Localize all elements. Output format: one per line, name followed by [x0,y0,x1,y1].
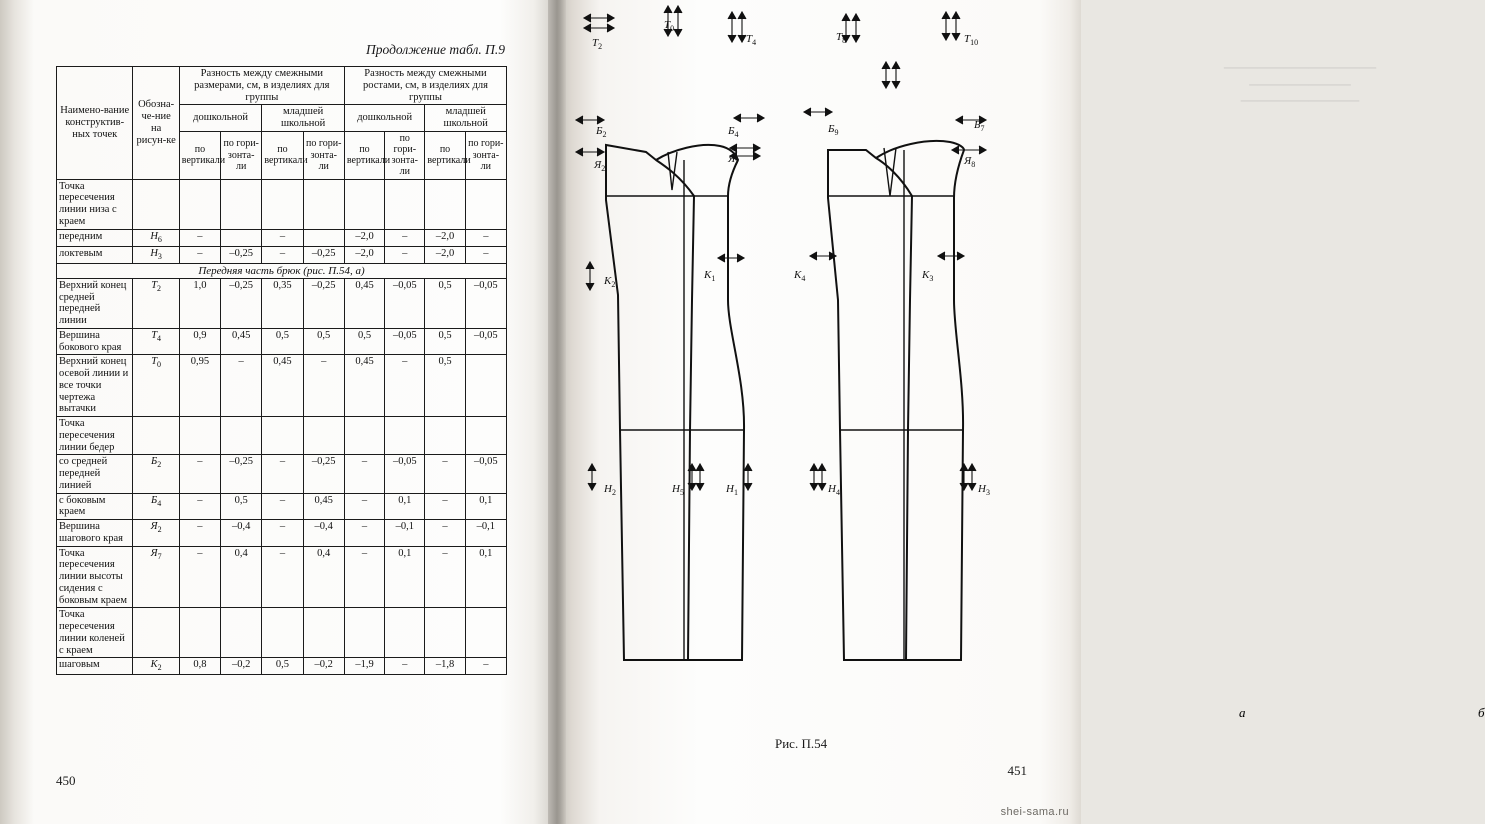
row-symbol: $К_2$ [133,658,179,675]
table-row [57,417,507,455]
row-value: – [344,546,384,608]
row-name: Точка пересечения линии коленей с краем [57,608,133,658]
row-value: – [262,546,303,608]
col-header-vertical-2: по вертикали [262,131,303,179]
row-value [344,417,384,455]
figure-caption: Рис. П.54 [775,736,828,751]
table-row [57,493,507,520]
row-value: – [465,246,506,263]
row-value: – [465,658,506,675]
row-value: –2,0 [344,229,384,246]
row-value: – [344,520,384,547]
page-number-left: 450 [56,773,76,788]
row-name: Верхний конец средней передней линии [57,278,133,328]
row-value [465,417,506,455]
row-value: – [179,455,220,493]
row-value: – [262,229,303,246]
col-header-vertical-3: по вертикали [344,131,384,179]
point-label-H3: $Н_3$ [978,483,990,497]
table-section-title-row [57,263,507,278]
row-value [425,417,465,455]
row-value: 1,0 [179,278,220,328]
row-value [425,608,465,658]
row-value [221,179,262,229]
row-value: –2,0 [425,246,465,263]
row-value [221,608,262,658]
col-header-preschool-2: дошкольной [344,105,425,132]
col-header-junior-2: младшей школьной [425,105,507,132]
row-symbol [133,179,179,229]
row-value [221,229,262,246]
row-name: шаговым [57,658,133,675]
row-name: со средней передней линией [57,455,133,493]
row-value: 0,4 [303,546,344,608]
row-value [179,179,220,229]
row-symbol: $Б_2$ [133,455,179,493]
row-value [303,608,344,658]
row-value: –2,0 [344,246,384,263]
row-value: –0,05 [385,328,425,355]
row-value [179,417,220,455]
row-value: –0,25 [303,246,344,263]
col-header-vertical-4: по вертикали [425,131,465,179]
point-label-Ya7: $Я_7$ [728,153,740,167]
row-value [303,229,344,246]
table-row [57,608,507,658]
point-label-B2: $Б_2$ [596,125,607,139]
row-value: – [221,355,262,417]
point-label-B7: $Б_7$ [974,119,985,133]
row-value [262,608,303,658]
table-row [57,229,507,246]
row-value: –0,25 [221,246,262,263]
row-value: – [344,455,384,493]
row-value: – [179,493,220,520]
row-value [385,417,425,455]
row-value: –0,05 [385,455,425,493]
row-value: –1,9 [344,658,384,675]
row-value: – [385,355,425,417]
point-label-Ya8: $Я_8$ [964,155,976,169]
row-value [344,179,384,229]
row-value: –0,25 [303,278,344,328]
row-value: – [262,493,303,520]
left-page [0,0,552,824]
row-name: Точка пересечения линии бедер [57,417,133,455]
row-value [303,179,344,229]
row-value: –0,05 [465,278,506,328]
row-value: – [465,229,506,246]
point-label-H2: $Н_2$ [604,483,616,497]
row-value [465,608,506,658]
point-label-K2: $К_2$ [604,275,616,289]
row-symbol: $Т_0$ [133,355,179,417]
table-row [57,546,507,608]
measurements-table-body [57,179,507,675]
row-value: 0,9 [179,328,220,355]
row-value: –0,25 [221,455,262,493]
point-label-B4: $Б_4$ [728,125,739,139]
row-value: 0,45 [262,355,303,417]
row-value: 0,5 [262,658,303,675]
table-row [57,278,507,328]
row-value: 0,45 [221,328,262,355]
row-symbol: $Б_4$ [133,493,179,520]
row-value: 0,5 [344,328,384,355]
row-value: – [425,493,465,520]
col-header-group-sizes: Разность между смежными размерами, см, в изделиях для группы [179,67,344,105]
row-value: – [262,246,303,263]
row-name: Вершина бокового края [57,328,133,355]
row-value: – [385,658,425,675]
row-value: – [179,229,220,246]
point-label-T4: $Т_4$ [746,33,757,47]
row-value: 0,5 [221,493,262,520]
row-value: 0,5 [425,355,465,417]
row-name: Верхний конец осевой линии и все точки чертежа вытачки [57,355,133,417]
row-value: –0,05 [385,278,425,328]
row-value: – [179,246,220,263]
point-label-T0: $Т_0$ [664,19,675,33]
row-name: локтевым [57,246,133,263]
row-value: – [262,520,303,547]
row-symbol: $Н_3$ [133,246,179,263]
show-through-text: ▁▁▁▁▁▁▁▁▁▁▁▁▁▁▁▁▁▁ ▁▁▁▁▁▁▁▁▁▁▁▁ ▁▁▁▁▁▁▁▁▁▁▁▁▁▁ [1223,57,1377,102]
row-value: –0,05 [465,455,506,493]
row-value: –0,4 [303,520,344,547]
row-value: – [179,520,220,547]
row-value: 0,45 [303,493,344,520]
point-label-H5: $Н_5$ [672,483,684,497]
row-value [465,179,506,229]
row-value [303,417,344,455]
row-value: 0,1 [385,546,425,608]
row-value [262,179,303,229]
row-value: – [425,546,465,608]
col-header-preschool-1: дошкольной [179,105,262,132]
point-label-H1: $Н_1$ [726,483,738,497]
point-label-K4: $К_4$ [794,269,806,283]
row-value: –1,8 [425,658,465,675]
row-symbol: $Т_4$ [133,328,179,355]
row-value: – [385,246,425,263]
row-value: 0,5 [425,328,465,355]
row-value: –2,0 [425,229,465,246]
row-symbol: $Я_2$ [133,520,179,547]
row-value: –0,2 [303,658,344,675]
row-name: с боковым краем [57,493,133,520]
right-page [560,0,1485,824]
table-continuation-label: Продолжение табл. П.9 [366,42,506,57]
row-name: Вершина шагового края [57,520,133,547]
row-value: 0,1 [465,493,506,520]
row-value [465,355,506,417]
point-label-T2: $Т_2$ [592,37,603,51]
row-value: – [303,355,344,417]
row-value: 0,5 [262,328,303,355]
row-value: – [425,520,465,547]
row-value: –0,1 [385,520,425,547]
row-value: 0,5 [303,328,344,355]
row-name: передним [57,229,133,246]
row-value: – [179,546,220,608]
point-label-T10: $Т_{10}$ [964,33,979,47]
table-row [57,179,507,229]
table-row [57,658,507,675]
table-row [57,246,507,263]
col-header-vertical-1: по вертикали [179,131,220,179]
point-label-K3: $К_3$ [922,269,934,283]
row-value: 0,1 [385,493,425,520]
measurements-table [56,66,507,675]
row-value: – [385,229,425,246]
pattern-drawing [560,0,1081,760]
row-value: –0,25 [303,455,344,493]
row-value: 0,45 [344,355,384,417]
figure-label-a: а [1239,705,1246,720]
figure-label-b: б [1478,705,1485,720]
page-number-right: 451 [1007,763,1027,778]
col-header-horizontal-3: по гори-зонта-ли [385,131,425,179]
point-label-K1: $К_1$ [704,269,716,283]
col-header-name: Наимено-вание конструктив-ных точек [57,67,133,180]
row-value: 0,1 [465,546,506,608]
table-row [57,355,507,417]
table-row [57,455,507,493]
row-symbol [133,417,179,455]
row-value: – [425,455,465,493]
row-name: Точка пересечения линии высоты сидения с боковым краем [57,546,133,608]
row-value: 0,4 [221,546,262,608]
row-value: –0,25 [221,278,262,328]
row-value [262,417,303,455]
row-value: –0,05 [465,328,506,355]
col-header-horizontal-4: по гори-зонта-ли [465,131,506,179]
col-header-horizontal-1: по гори-зонта-ли [221,131,262,179]
table-section-title: Передняя часть брюк (рис. П.54, а) [57,263,507,278]
row-value [385,608,425,658]
row-value: 0,95 [179,355,220,417]
point-label-B9: $Б_9$ [828,123,839,137]
point-label-H4: $Н_4$ [828,483,840,497]
site-watermark: shei-sama.ru [1000,806,1069,818]
table-row [57,328,507,355]
row-value: –0,1 [465,520,506,547]
row-value [425,179,465,229]
table-row [57,520,507,547]
row-symbol: $Я_7$ [133,546,179,608]
col-header-symbol: Обозна-че-ние на рисун-ке [133,67,179,180]
row-value: 0,5 [425,278,465,328]
row-value [179,608,220,658]
point-label-Ya2: $Я_2$ [594,159,606,173]
row-value: 0,45 [344,278,384,328]
row-value: –0,2 [221,658,262,675]
col-header-group-heights: Разность между смежными ростами, см, в изделиях для группы [344,67,506,105]
row-value [344,608,384,658]
row-value [221,417,262,455]
row-symbol: $Н_6$ [133,229,179,246]
row-symbol [133,608,179,658]
point-label-T8: $Т_8$ [836,31,847,45]
col-header-junior-1: младшей школьной [262,105,345,132]
measurements-table-wrapper [56,66,507,675]
col-header-horizontal-2: по гори-зонта-ли [303,131,344,179]
row-value [385,179,425,229]
row-value: – [344,493,384,520]
row-value: –0,4 [221,520,262,547]
row-name: Точка пересечения линии низа с краем [57,179,133,229]
row-value: 0,35 [262,278,303,328]
row-value: – [262,455,303,493]
row-value: 0,8 [179,658,220,675]
row-symbol: $Т_2$ [133,278,179,328]
